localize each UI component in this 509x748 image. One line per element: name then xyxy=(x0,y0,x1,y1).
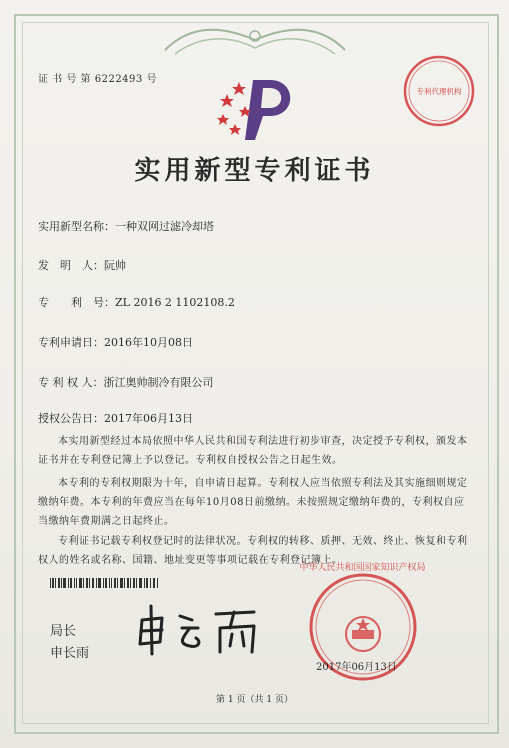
certificate-number xyxy=(38,70,157,85)
field-utility-model-name xyxy=(38,218,214,234)
ornament-band xyxy=(160,20,350,60)
signature-title: 局长 xyxy=(50,624,77,639)
field-grant-date xyxy=(38,410,193,426)
field-label: 授权公告日： xyxy=(38,412,104,425)
certificate-number-value: 6222493 xyxy=(94,74,143,85)
certificate-title: 实用新型专利证书 xyxy=(134,156,375,186)
field-inventor xyxy=(38,257,126,273)
page-footer: 第 1 页（共 1 页） xyxy=(216,695,293,705)
seal-date: 2017年06月13日 xyxy=(316,662,397,673)
field-label: 专 利 权 人： xyxy=(38,376,104,389)
field-value: 2017年06月13日 xyxy=(104,412,193,425)
field-value: 一种双网过滤冷却塔 xyxy=(115,220,214,233)
certificate-number-suffix: 号 xyxy=(146,74,157,85)
field-value: 阮帅 xyxy=(104,259,126,272)
field-label: 实用新型名称： xyxy=(38,220,115,233)
field-value: 2016年10月08日 xyxy=(104,336,193,349)
field-value: 浙江奥帅制冷有限公司 xyxy=(103,376,214,389)
field-label: 专利申请日： xyxy=(38,336,104,349)
certificate-number-label: 证 书 号 第 xyxy=(38,74,92,85)
field-patent-number xyxy=(38,294,235,310)
agency-stamp xyxy=(402,54,476,128)
barcode xyxy=(50,578,160,588)
signature-name: 申长雨 xyxy=(50,646,90,661)
field-patentee xyxy=(38,374,214,390)
svg-text:专利代理机构: 专利代理机构 xyxy=(416,87,462,96)
paragraph-2: 本专利的专利权期限为十年，自申请日起算。专利权人应当依照专利法及其实施细则规定缴纳年费。本专利的年费应当在每年10月08日前缴纳。未按照规定缴纳年费的，专利权自应当缴纳年费期满之日起终止。 xyxy=(38,478,468,527)
handwritten-signature xyxy=(132,598,272,658)
field-filing-date xyxy=(38,334,193,350)
field-label: 发 明 人： xyxy=(38,259,104,272)
seal-text: 中华人民共和国国家知识产权局 xyxy=(299,563,426,573)
paragraph-3: 专利证书记载专利权登记时的法律状况。专利权的转移、质押、无效、终止、恢复和专利权人的姓名或名称、国籍、地址变更等事项记载在专利登记簿上。 xyxy=(38,536,468,566)
patent-office-logo xyxy=(215,72,305,144)
field-value: ZL 2016 2 1102108.2 xyxy=(115,296,235,309)
paragraph-1: 本实用新型经过本局依照中华人民共和国专利法进行初步审查，决定授予专利权，颁发本证书并在专利登记簿上予以登记。专利权自授权公告之日起生效。 xyxy=(38,436,468,466)
field-label: 专 利 号： xyxy=(38,296,115,309)
